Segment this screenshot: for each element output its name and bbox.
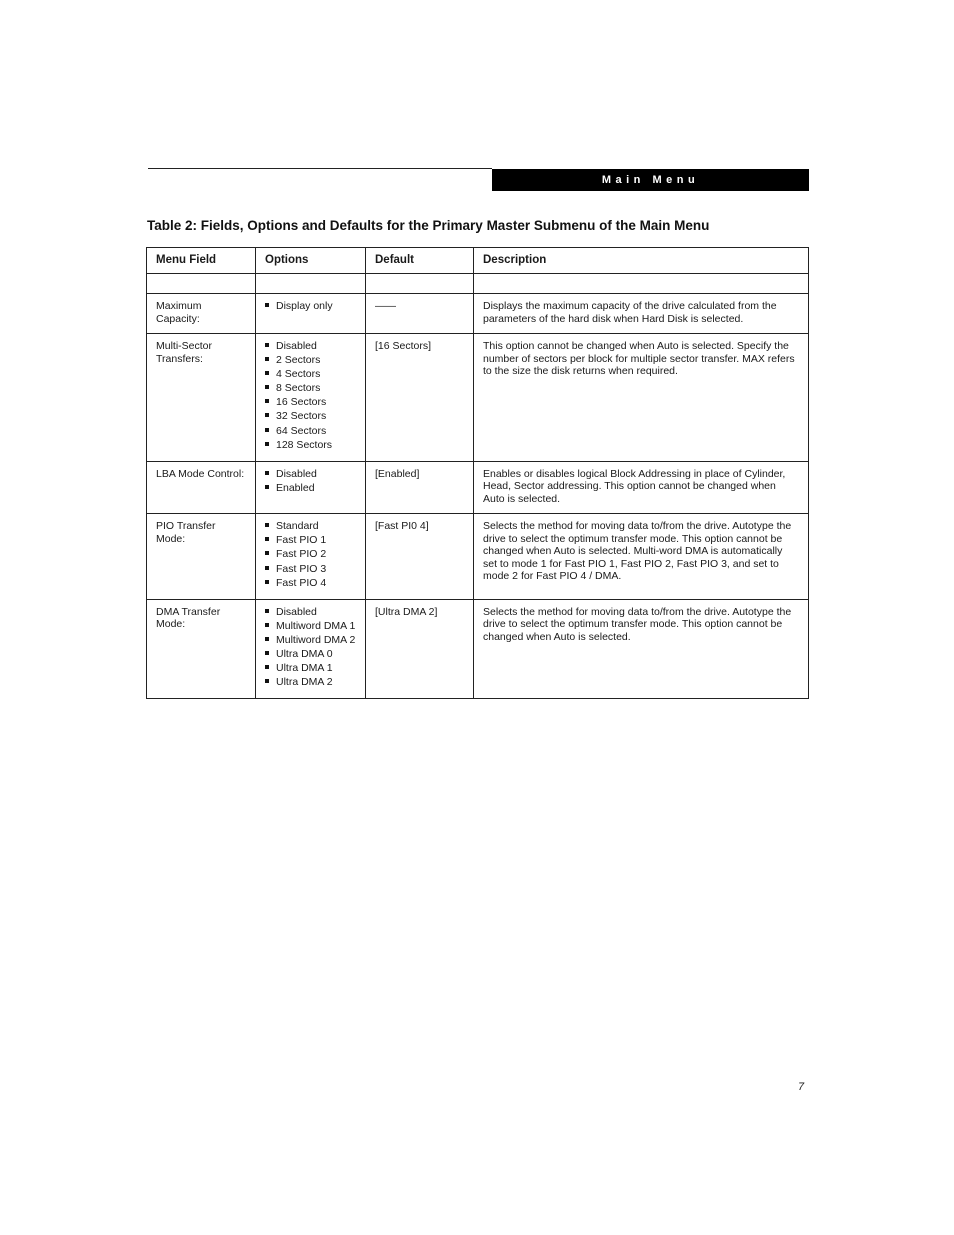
description-cell: Enables or disables logical Block Addressing in place of Cylinder, Head, Sector addressing. This option cannot be changed when Auto is selected. <box>474 461 809 514</box>
menu-field-cell: Multi-Sector Transfers: <box>147 334 256 462</box>
option-item: 4 Sectors <box>265 368 356 381</box>
options-list <box>265 520 356 589</box>
table-row <box>147 599 809 699</box>
option-item: Ultra DMA 1 <box>265 662 356 675</box>
column-header-default: Default <box>366 248 474 274</box>
table-row <box>147 461 809 514</box>
options-list <box>265 606 356 689</box>
column-header-options: Options <box>256 248 366 274</box>
option-item: Multiword DMA 1 <box>265 620 356 633</box>
description-cell: Displays the maximum capacity of the drive calculated from the parameters of the hard disk when Hard Disk is selected. <box>474 294 809 334</box>
option-item: Disabled <box>265 606 356 619</box>
option-item: Ultra DMA 0 <box>265 648 356 661</box>
section-header-label: Main Menu <box>601 174 700 186</box>
option-item: 128 Sectors <box>265 439 356 452</box>
default-cell: [Ultra DMA 2] <box>366 599 474 699</box>
option-item: Display only <box>265 300 356 313</box>
option-item: 64 Sectors <box>265 425 356 438</box>
menu-field-cell: LBA Mode Control: <box>147 461 256 514</box>
description-cell: Selects the method for moving data to/from the drive. Autotype the drive to select the optimum transfer mode. This option cannot be changed when Auto is selected. Multi-word DMA is automatically set to mode 1 for Fast PIO 1, Fast PIO 2, Fast PIO 3, and set to mode 2 for Fast PIO 4 / DMA. <box>474 514 809 599</box>
option-item: Fast PIO 3 <box>265 563 356 576</box>
section-header <box>492 169 809 191</box>
settings-table <box>146 247 809 699</box>
option-item: Fast PIO 1 <box>265 534 356 547</box>
options-cell <box>256 599 366 699</box>
option-item: Standard <box>265 520 356 533</box>
menu-field-cell: DMA Transfer Mode: <box>147 599 256 699</box>
menu-field-cell: Maximum Capacity: <box>147 294 256 334</box>
header-rule <box>148 168 492 169</box>
option-item: Fast PIO 2 <box>265 548 356 561</box>
column-header-menu-field: Menu Field <box>147 248 256 274</box>
options-list <box>265 340 356 451</box>
option-item: 16 Sectors <box>265 396 356 409</box>
options-list <box>265 300 356 313</box>
option-item: Disabled <box>265 468 356 481</box>
column-header-description: Description <box>474 248 809 274</box>
option-item: Multiword DMA 2 <box>265 634 356 647</box>
option-item: Fast PIO 4 <box>265 577 356 590</box>
table-row <box>147 294 809 334</box>
options-cell <box>256 461 366 514</box>
option-item: 32 Sectors <box>265 410 356 423</box>
table-row <box>147 334 809 462</box>
description-cell: Selects the method for moving data to/from the drive. Autotype the drive to select the optimum transfer mode. This option cannot be changed when Auto is selected. <box>474 599 809 699</box>
table-header-row <box>147 248 809 274</box>
options-cell <box>256 294 366 334</box>
table-row <box>147 514 809 599</box>
default-cell: [Enabled] <box>366 461 474 514</box>
option-item: 8 Sectors <box>265 382 356 395</box>
table-title: Table 2: Fields, Options and Defaults for the Primary Master Submenu of the Main Menu <box>147 218 710 233</box>
default-cell: [16 Sectors] <box>366 334 474 462</box>
description-cell: This option cannot be changed when Auto is selected. Specify the number of sectors per block for multiple sector transfer. MAX refers to the size the disk returns when required. <box>474 334 809 462</box>
option-item: Ultra DMA 2 <box>265 676 356 689</box>
header-spacer <box>147 274 809 294</box>
options-cell <box>256 514 366 599</box>
options-list <box>265 468 356 495</box>
option-item: Disabled <box>265 340 356 353</box>
default-cell: [Fast PI0 4] <box>366 514 474 599</box>
option-item: 2 Sectors <box>265 354 356 367</box>
menu-field-cell: PIO Transfer Mode: <box>147 514 256 599</box>
page-number: 7 <box>798 1081 805 1093</box>
option-item: Enabled <box>265 482 356 495</box>
options-cell <box>256 334 366 462</box>
default-cell: —— <box>366 294 474 334</box>
